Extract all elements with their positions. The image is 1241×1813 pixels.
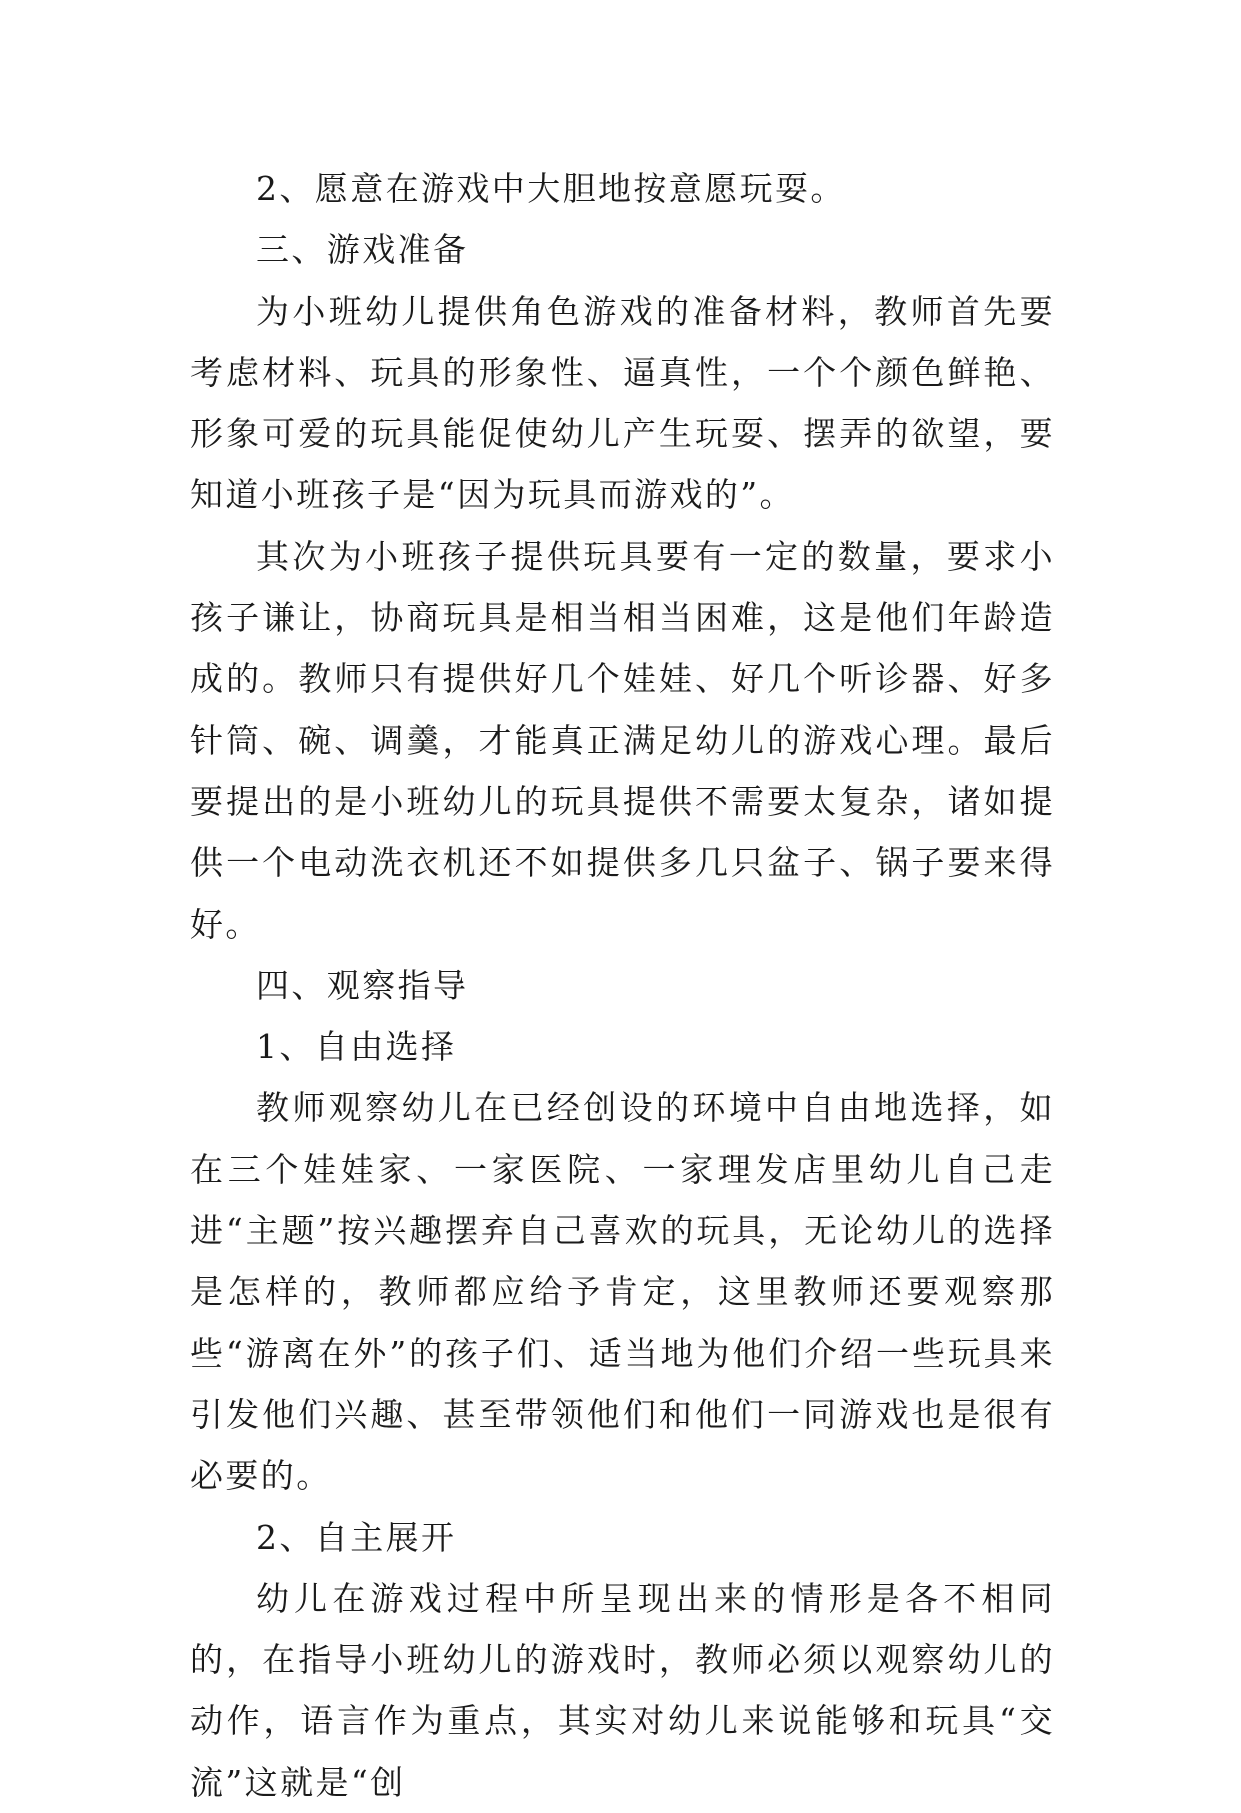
section-heading-game-preparation: 三、游戏准备: [256, 230, 469, 270]
paragraph-toy-quantity: 其次为小班孩子提供玩具要有一定的数量，要求小孩子谦让，协商玩具是相当相当困难，这是他们年龄造成的。教师只有提供好几个娃娃、好几个听诊器、好多针筒、碗、调羹，才能真正满足幼儿的游戏心理。最后要提出的是小班幼儿的玩具提供不需要太复杂，诸如提供一个电动洗衣机还不如提供多几只盆子、锅子要来得好。: [190, 536, 1055, 944]
list-item-willing-to-play: 2、愿意在游戏中大胆地按意愿玩耍。: [256, 169, 846, 208]
paragraph-free-choice: 教师观察幼儿在已经创设的环境中自由地选择，如在三个娃娃家、一家医院、一家理发店里幼儿自己走进“主题”按兴趣摆弃自己喜欢的玩具，无论幼儿的选择是怎样的，教师都应给予肯定，这里教师还要观察那些“游离在外”的孩子们、适当地为他们介绍一些玩具来引发他们兴趣、甚至带领他们和他们一同游戏也是很有必要的。: [190, 1088, 1055, 1496]
paragraph-self-directed: 幼儿在游戏过程中所呈现出来的情形是各不相同的，在指导小班幼儿的游戏时，教师必须以观察幼儿的动作，语言作为重点，其实对幼儿来说能够和玩具“交流”这就是“创: [190, 1578, 1055, 1802]
section-heading-observation-guidance: 四、观察指导: [256, 965, 469, 1005]
subheading-self-directed: 2、自主展开: [256, 1517, 457, 1557]
document-body: [190, 158, 1055, 1813]
paragraph-materials: 为小班幼儿提供角色游戏的准备材料，教师首先要考虑材料、玩具的形象性、逼真性，一个个颜色鲜艳、形象可爱的玩具能促使幼儿产生玩耍、摆弄的欲望，要知道小班孩子是“因为玩具而游戏的”。: [190, 291, 1055, 515]
subheading-free-choice: 1、自由选择: [256, 1027, 457, 1067]
